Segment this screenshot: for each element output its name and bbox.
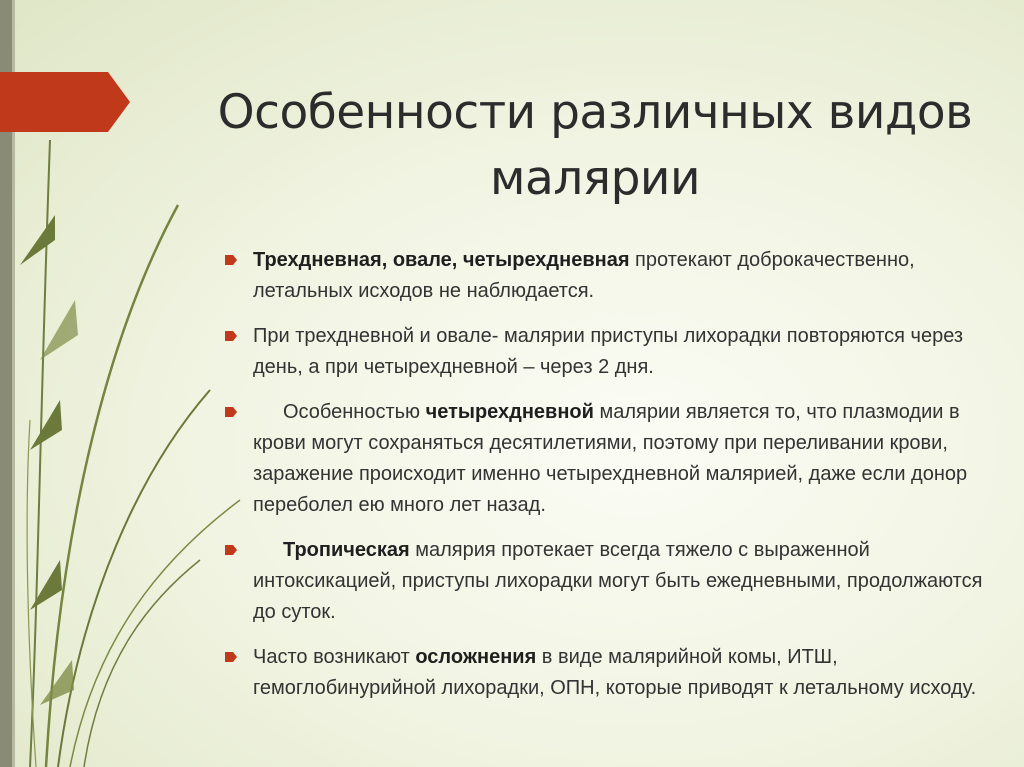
slide-title-line1: Особенности различных видов [217,85,973,140]
bullet-5-bold: осложнения [415,646,537,668]
slide-title-line2: малярии [490,151,700,206]
bullet-list [225,245,985,718]
arrow-bullet-icon [225,545,237,555]
bullet-item-2 [225,321,985,383]
bullet-3-bold: четырехдневной [425,401,594,423]
arrow-bullet-icon [225,331,237,341]
leaf-3 [30,560,62,610]
leaf-2 [30,400,62,450]
stem-3 [58,390,210,767]
arrow-bullet-icon [225,652,237,662]
bullet-item-4 [225,535,985,628]
bullet-3-text: малярии является то, что плазмодии в крови могут сохраняться десятилетиями, поэтому при переливании крови, заражение происходит именно четырехдневной малярией, даже если донор переболел ею много лет назад. [253,401,968,516]
leaf-1 [20,215,55,265]
bullet-item-5 [225,642,985,704]
arrow-bullet-icon [225,255,237,265]
stem-4 [70,500,240,767]
bullet-4-bold: Тропическая [283,539,410,561]
bullet-3-pre: Особенностью [283,401,426,423]
bullet-item-1 [225,245,985,307]
title-arrow-banner [0,72,130,132]
bullet-1-bold: Трехдневная, овале, четырехдневная [253,249,630,271]
bullet-5-text: в виде малярийной комы, ИТШ, гемоглобинурийной лихорадки, ОПН, которые приводят к летальному исходу. [253,646,977,699]
arrow-bullet-icon [225,407,237,417]
leaf-4 [40,300,78,360]
bullet-5-pre: Часто возникают [253,646,416,668]
bullet-2-text: При трехдневной и овале- малярии приступы лихорадки повторяются через день, а при четырехдневной – через 2 дня. [253,325,964,378]
bullet-item-3 [225,397,985,521]
slide-title [200,80,990,212]
bullet-1-text: протекают доброкачественно, летальных исходов не наблюдается. [253,249,915,302]
bullet-4-text: малярия протекает всегда тяжело с выраженной интоксикацией, приступы лихорадки могут быть ежедневными, продолжаются до суток. [253,539,983,623]
stem-5 [84,560,200,767]
